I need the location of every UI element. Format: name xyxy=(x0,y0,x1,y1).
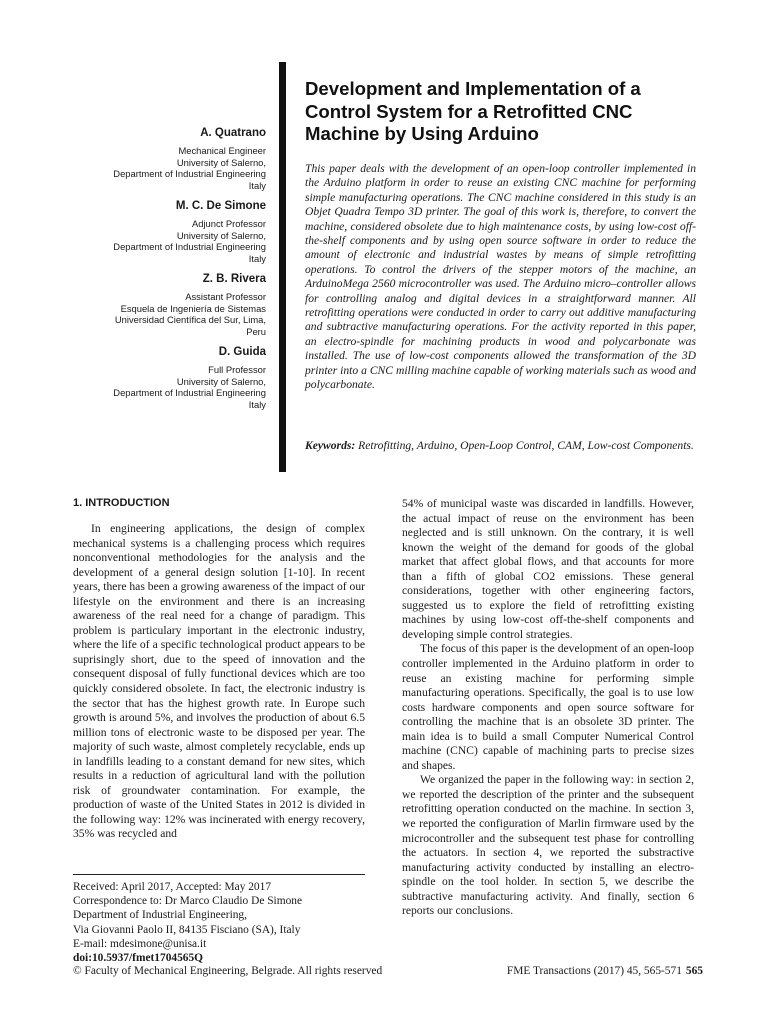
title-divider-bar xyxy=(279,62,286,472)
abstract: This paper deals with the development of an open-loop controller implemented in the Arduino platform in order to reuse an existing CNC machine for performing simple manufacturing operations. The CNC machine considered in this study is an Objet Quadra Tempo 3D printer. The goal of this work is, therefore, to convert the machine, considered obsolete due to high maintenance costs, by using low-cost off-the-shelf components and by using open source software in order to reduce the amount of electronic and industrial wastes by means of simple retrofitting operations. To control the drivers of the stepper motors of the machine, an ArduinoMega 2560 microcontroller was used. The Arduino micro–controller allows for controlling analog and digital devices in a straightforward manner. All retrofitting operations were conducted in order to carry out additive manufacturing and subtractive manufacturing operations. For the activity reported in this paper, an electro-spindle for machining products in wood and polycarbonate was installed. The use of low-cost components allowed the transformation of the 3D printer into a CNC milling machine capable of working materials such as wood and polycarbonate. xyxy=(305,162,696,392)
author-block xyxy=(60,199,266,264)
keywords-text: Retrofitting, Arduino, Open-Loop Control, CAM, Low-cost Components. xyxy=(355,439,694,452)
footnote-divider xyxy=(73,874,365,875)
author-affiliation: Italy xyxy=(248,252,266,264)
page-number: 565 xyxy=(685,965,703,977)
department: Department of Industrial Engineering, xyxy=(73,909,247,922)
author-name: Z. B. Rivera xyxy=(202,273,266,285)
doi: doi:10.5937/fmet1704565Q xyxy=(73,952,204,965)
paragraph: In engineering applications, the design of complex mechanical systems is a challenging process which requires nonconventional methodologies for the analysis and the development of a general design solution [1-10]. In recent years, there has been a growing awareness of the impact of our lifestyle on the environment and there is an increasing awareness of the real need for a change of paradigm. This problem is particulary important in the electronic industry, where the life of a specific technological product appears to be suprisingly short, due to the speed of innovation and the consequent disposal of fully functional devices which are too quickly considered obsolete. In fact, the electronic industry is the sector that has the highest growth rate. In Europe such growth is around 5%, and involves the production of about 6.5 million tons of electronic waste to be disposed per year. The majority of such waste, almost completely recyclable, ends up in landfills leading to a constant demand for new sites, which results in a reduction of agricultural land with the pollution risk of groundwater contamination. For example, the production of waste of the United States in 2012 is divided in the following way: 12% was incinerated with energy recovery, 35% was recycled and xyxy=(73,522,365,841)
author-affiliation: Mechanical Engineer xyxy=(178,145,266,156)
author-affiliation: Esquela de Ingeniería de Sistemas xyxy=(120,302,266,314)
journal-citation: FME Transactions (2017) 45, 565-571 xyxy=(506,965,682,977)
author-affiliation: University of Salerno, xyxy=(176,156,266,168)
paper-title: Development and Implementation of a Control System for a Retrofitted CNC Machine by Using Arduino xyxy=(305,78,641,144)
author-affiliation: Adjunct Professor xyxy=(192,218,266,229)
paragraph: The focus of this paper is the development of an open-loop controller implemented in the Arduino platform in order to reuse an existing machine for performing simple manufacturing operations. Specifically, the goal is to use low costs hardware components and open source software for controlling the machine that is an obsolete 3D printer. The main idea is to build a small Computer Numerical Control machine (CNC) capable of machining parts to precise sizes and shapes. xyxy=(402,642,694,772)
author-affiliation: Italy xyxy=(248,179,266,191)
author-affiliation: Department of Industrial Engineering xyxy=(113,168,266,179)
author-affiliation: Department of Industrial Engineering xyxy=(113,387,266,398)
author-block xyxy=(60,126,266,191)
keywords-label: Keywords: xyxy=(305,439,356,452)
correspondence: Correspondence to: Dr Marco Claudio De Simone xyxy=(73,895,303,908)
author-affiliation: Department of Industrial Engineering xyxy=(113,241,266,252)
footnote xyxy=(73,880,373,965)
author-affiliation: Universidad Científica del Sur, Lima, xyxy=(114,314,266,325)
body-column-right xyxy=(402,497,694,919)
body-column-left xyxy=(73,496,365,842)
page-footer xyxy=(507,964,703,978)
received-date: Received: April 2017, Accepted: May 2017 xyxy=(73,881,272,893)
author-block xyxy=(60,345,266,410)
copyright: © Faculty of Mechanical Engineering, Belgrade. All rights reserved xyxy=(73,965,383,977)
address: Via Giovanni Paolo II, 84135 Fisciano (SA), Italy xyxy=(73,923,301,936)
author-list xyxy=(60,126,266,418)
section-heading: 1. INTRODUCTION xyxy=(73,497,170,509)
author-name: M. C. De Simone xyxy=(175,200,266,212)
paragraph: We organized the paper in the following way: in section 2, we reported the description of the printer and the subsequent retrofitting operation conducted on the machine. In section 3, we reported the configuration of Marlin firmware used by the microcontroller and the subsequent test phase for controlling the actuators. In section 4, we reported the substractive manufacturing activity conducted by installing an electro-spindle on the tool holder. In section 5, we describe the subtractive manufacturing activity. And finally, section 6 reports our conclusions. xyxy=(402,773,694,918)
email: E-mail: mdesimone@unisa.it xyxy=(73,937,207,950)
author-affiliation: University of Salerno, xyxy=(176,375,266,387)
author-name: A. Quatrano xyxy=(200,127,266,139)
paragraph: 54% of municipal waste was discarded in landfills. However, the actual impact of reuse on the environment has been neglected and is still unknown. On the contrary, it is well known the weight of the demand for goods of the global market that affect global flows, and that accounts for more than a fifth of global CO2 emissions. These general considerations, together with other engineering factors, suggested us to explore the field of retrofitting existing machines by using low-cost off-the-shelf components and developing simple control strategies. xyxy=(402,497,694,641)
author-affiliation: University of Salerno, xyxy=(176,229,266,241)
author-affiliation: Peru xyxy=(246,325,266,337)
author-affiliation: Italy xyxy=(248,398,266,410)
keywords xyxy=(305,439,696,453)
author-affiliation: Full Professor xyxy=(208,364,266,375)
author-affiliation: Assistant Professor xyxy=(185,291,266,302)
author-block xyxy=(60,272,266,337)
author-name: D. Guida xyxy=(218,346,266,358)
